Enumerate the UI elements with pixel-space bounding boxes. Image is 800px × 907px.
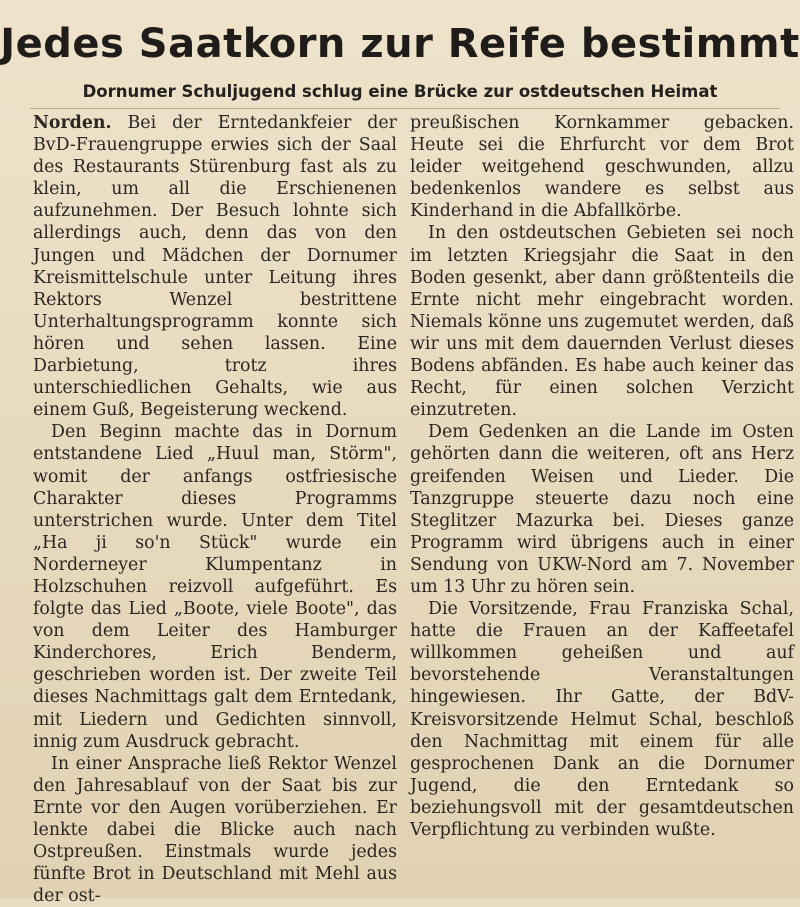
paragraph	[33, 112, 397, 421]
right-column	[410, 112, 794, 841]
subheadline: Dornumer Schuljugend schlug eine Brücke zur ostdeutschen Heimat	[82, 82, 718, 101]
paragraph: preußischen Kornkammer gebacken. Heute sei die Ehrfurcht vor dem Brot leider weitgehend geschwunden, allzu bedenkenlos wandere es selbst aus Kinderhand in die Abfallkörbe.	[410, 113, 794, 222]
divider	[30, 108, 780, 109]
headline: Jedes Saatkorn zur Reife bestimmt	[0, 21, 800, 67]
paragraph: In den ostdeutschen Gebieten sei noch im letzten Kriegsjahr die Saat in den Boden gesenkt, aber dann größtenteils die Ernte nicht mehr eingebracht worden. Niemals könne uns zugemutet werden, daß wir uns mit dem dauernden Verlust dieses Bodens abfänden. Es habe auch keiner das Recht, für einen solchen Verzicht einzutreten.	[410, 223, 794, 421]
paragraph: Dem Gedenken an die Lande im Osten gehörten dann die weiteren, oft ans Herz greifenden Weisen und Lieder. Die Tanzgruppe steuerte dazu noch eine Steglitzer Mazurka bei. Dieses ganze Programm wird übrigens auch in einer Sendung von UKW-Nord am 7. November um 13 Uhr zu hören sein.	[410, 422, 794, 597]
paragraph-text: Bei der Erntedankfeier der BvD-Frauengruppe erwies sich der Saal des Restaurants Stürenburg fast als zu klein, um all die Erschienenen aufzunehmen. Der Besuch lohnte sich allerdings auch, denn das von den Jungen und Mädchen der Dornumer Kreismittelschule unter Leitung ihres Rektors Wenzel bestrittene Unterhaltungsprogramm konnte sich hören und sehen lassen. Eine Darbietung, trotz ihres unterschiedlichen Gehalts, wie aus einem Guß, Begeisterung weckend.	[33, 113, 397, 421]
paragraph: Die Vorsitzende, Frau Franziska Schal, hatte die Frauen an der Kaffeetafel willkommen geheißen und auf bevorstehende Veranstaltungen hingewiesen. Ihr Gatte, der BdV-Kreisvorsitzende Helmut Schal, beschloß den Nachmittag mit einem für alle gesprochenen Dank an die Dornumer Jugend, die den Erntedank so beziehungsvoll mit der gesamtdeutschen Verpflichtung zu verbinden wußte.	[410, 599, 794, 840]
left-column	[33, 112, 397, 907]
paragraph: In einer Ansprache ließ Rektor Wenzel den Jahresablauf von der Saat bis zur Ernte vor den Augen vorüberziehen. Er lenkte dabei die Blicke auch nach Ostpreußen. Einstmals wurde jedes fünfte Brot in Deutschland mit Mehl aus der ost-	[33, 753, 397, 907]
dateline: Norden.	[33, 113, 112, 133]
paragraph: Den Beginn machte das in Dornum entstandene Lied „Huul man, Störm", womit der anfangs ostfriesische Charakter dieses Programms unterstrichen wurde. Unter dem Titel „Ha ji so'n Stück" wurde ein Norderneyer Klumpentanz in Holzschuhen reizvoll aufgeführt. Es folgte das Lied „Boote, viele Boote", das von dem Leiter des Hamburger Kinderchores, Erich Benderm, geschrieben worden ist. Der zweite Teil dieses Nachmittags galt dem Erntedank, mit Liedern und Gedichten sinnvoll, innig zum Ausdruck gebracht.	[33, 422, 397, 752]
